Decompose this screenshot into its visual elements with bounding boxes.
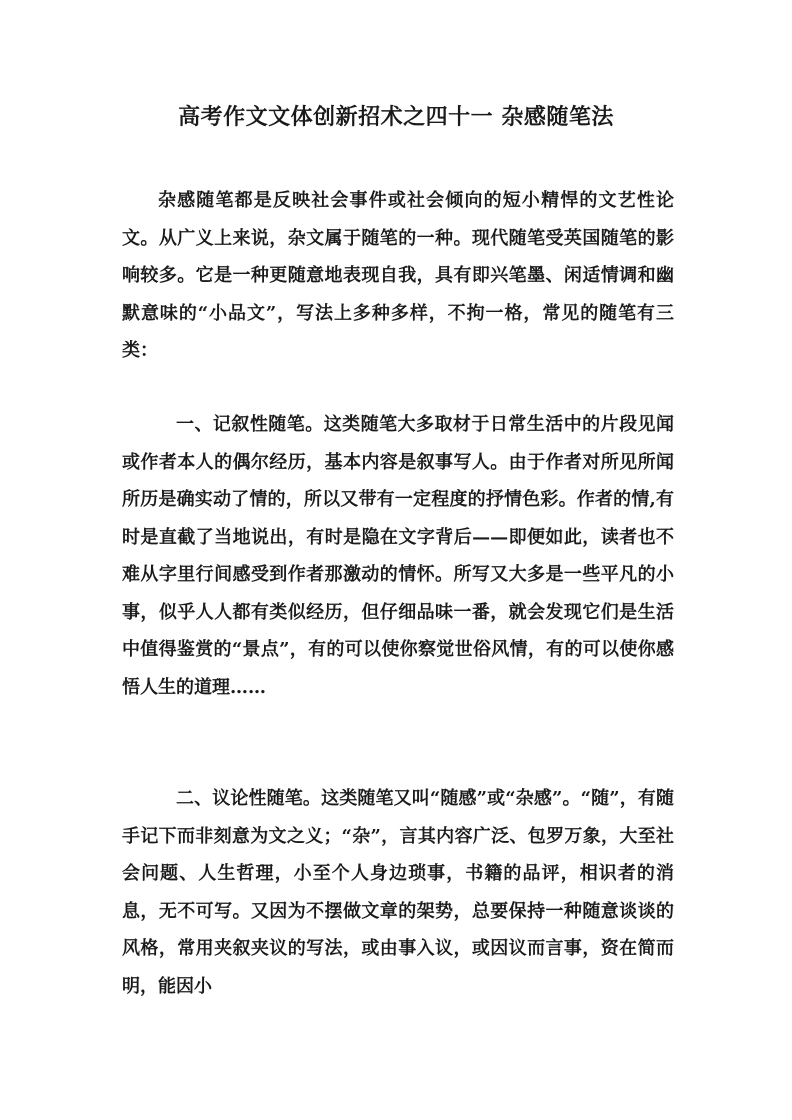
paragraph-argumentative-essay: 二、议论性随笔。这类随笔又叫“随感”或“杂感”。“随”，有随手记下而非刻意为文之义；“杂”，言其内容广泛、包罗万象，大至社会问题、人生哲理，小至个人身边琐事，书籍的品评，相识者的消息，无不可写。又因为不摆做文章的架势，总要保持一种随意谈谈的风格，常用夹叙夹议的写法，或由事入议，或因议而言事，资在简而明，能因小 [122,788,674,997]
document-title: 高考作文文体创新招术之四十一 杂感随笔法 [178,104,614,130]
paragraph-narrative-essay: 一、记叙性随笔。这类随笔大多取材于日常生活中的片段见闻或作者本人的偶尔经历，基本内容是叙事写人。由于作者对所见所闻所历是确实动了情的，所以又带有一定程度的抒情色彩。作者的情,有时是直截了当地说出，有时是隐在文字背后——即便如此，读者也不难从字里行间感受到作者那激动的情怀。所写又大多是一些平凡的小事，似乎人人都有类似经历，但仔细品味一番，就会发现它们是生活中值得鉴赏的“景点”，有的可以使你察觉世俗风情，有的可以使你感悟人生的道理…… [122,414,674,698]
paragraph-intro: 杂感随笔都是反映社会事件或社会倾向的短小精悍的文艺性论文。从广义上来说，杂文属于随笔的一种。现代随笔受英国随笔的影响较多。它是一种更随意地表现自我，具有即兴笔墨、闲适情调和幽默意味的“小品文”，写法上多种多样，不拘一格，常见的随笔有三类： [122,190,674,361]
